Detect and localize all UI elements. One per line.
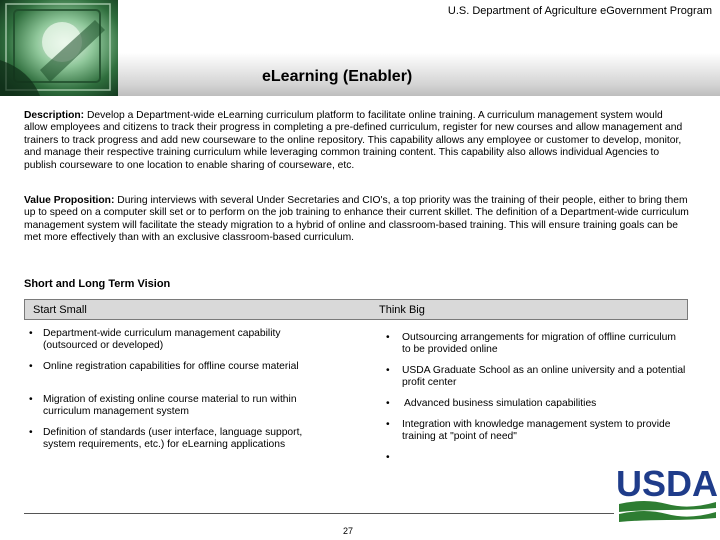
page-title: eLearning (Enabler) [262, 68, 413, 85]
bullet-icon: • [386, 365, 390, 376]
bullet-icon: • [29, 427, 33, 438]
description-label: Description: [24, 110, 85, 121]
vision-column-header [24, 299, 688, 320]
start-small-heading: Start Small [33, 304, 87, 316]
think-big-heading: Think Big [379, 304, 425, 316]
think-big-item-text: Advanced business simulation capabilities [404, 398, 597, 409]
think-big-item [386, 419, 686, 444]
corner-graphic [0, 0, 118, 96]
agency-name: U.S. Department of Agriculture eGovernment Program [447, 5, 712, 17]
start-small-item [29, 394, 329, 419]
value-proposition-text: During interviews with several Under Secretaries and CIO's, a top priority was the training of their people, either to bring them up to speed on a computer skill set or to perform on the job training to enhance their current skillet. The definition of a Department-wide curriculum management system will facilitate the steady migration to a hybrid of online and classroom-based training. This will ensure training goals can be met more effectively than with an exclusive classroom-based curriculum. [24, 195, 689, 244]
usda-logo-text: USDA [615, 463, 719, 504]
bullet-icon: • [29, 361, 33, 372]
value-proposition-label: Value Proposition: [24, 195, 115, 206]
think-big-item [386, 365, 686, 390]
bullet-icon: • [386, 398, 390, 409]
think-big-item-text: Integration with knowledge management system to provide training at "point of need" [402, 419, 671, 443]
start-small-item [29, 361, 319, 373]
start-small-item [29, 427, 319, 452]
start-small-item-text: Department-wide curriculum management capability (outsourced or developed) [43, 328, 281, 352]
footer-divider [24, 513, 614, 514]
header-corner-image [0, 0, 118, 96]
usda-logo [615, 460, 720, 524]
bullet-icon: • [386, 452, 390, 463]
think-big-item [386, 398, 686, 410]
think-big-item-text: Outsourcing arrangements for migration of offline curriculum to be provided online [402, 332, 676, 356]
bullet-icon: • [29, 328, 33, 339]
bullet-icon: • [386, 332, 390, 343]
page-number: 27 [343, 526, 354, 536]
start-small-item-text: Migration of existing online course material to run within curriculum management system [43, 394, 297, 418]
vision-heading: Short and Long Term Vision [24, 278, 171, 290]
think-big-item [386, 332, 686, 357]
description-paragraph [24, 110, 689, 172]
think-big-item-text: USDA Graduate School as an online university and a potential profit center [402, 365, 686, 389]
description-text: Develop a Department-wide eLearning curriculum platform to facilitate online training. A curriculum management system would allow employees and citizens to track their progress in completing a pre-defined curriculum, register for new courses and allow management and trainers to track progress and add new courseware to the online repository. This capability allows any employee or customer to develop, monitor, and manage their respective training curriculum while leveraging common training content. This capability also allows individual Agencies to publish courseware to one location to enable sharing of courseware, etc. [24, 110, 683, 171]
start-small-item-text: Online registration capabilities for offline course material [43, 361, 299, 372]
start-small-item-text: Definition of standards (user interface, language support, system requirements, etc.) for eLearning applications [43, 427, 303, 451]
start-small-item [29, 328, 329, 353]
bullet-icon: • [386, 419, 390, 430]
bullet-icon: • [29, 394, 33, 405]
value-proposition-paragraph [24, 195, 689, 245]
usda-logo-icon [615, 460, 720, 524]
